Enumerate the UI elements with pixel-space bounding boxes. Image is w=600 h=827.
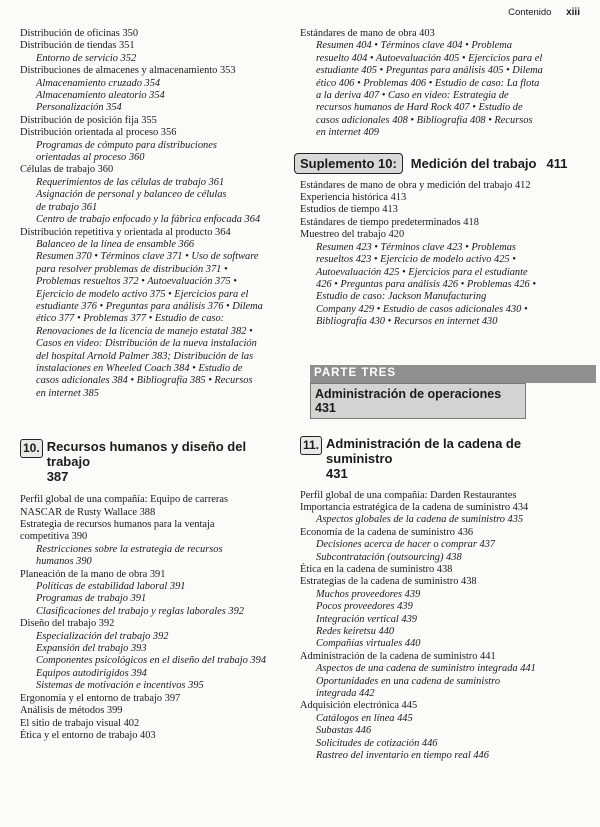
toc-entry: Ética en la cadena de suministro 438	[300, 563, 453, 575]
toc-subentry: Sistemas de motivación e incentivos 395	[36, 680, 204, 692]
toc-entry: Diseño del trabajo 392	[20, 618, 115, 630]
chapter-title: Recursos humanos y diseño del trabajo	[46, 439, 247, 470]
toc-entry: Distribución orientada al proceso 356	[20, 127, 177, 139]
summary-line: estudiante 405 • Preguntas para análisis 405 • Dilema	[316, 65, 543, 77]
chapter-11-heading	[300, 436, 590, 481]
toc-subentry: integrada 442	[316, 688, 375, 700]
summary-line: Problemas resueltos 372 • Autoevaluación 375 •	[36, 276, 237, 288]
toc-subentry: Catálogos en línea 445	[316, 712, 413, 724]
supplement-10-heading	[294, 153, 590, 174]
toc-subentry: Rastreo del inventario en tiempo real 446	[316, 750, 489, 762]
summary-line: Autoevaluación 425 • Ejercicios para el estudiante	[316, 266, 528, 278]
part-title: Administración de operaciones 431	[310, 383, 526, 419]
toc-subentry: Solicitudes de cotización 446	[316, 737, 438, 749]
toc-entry: Perfil global de una compañía: Equipo de carreras	[20, 494, 229, 506]
summary-line: Company 429 • Estudio de casos adicionales 430 •	[316, 303, 528, 315]
toc-subentry: Expansión del trabajo 393	[36, 643, 147, 655]
toc-subentry: Decisiones acerca de hacer o comprar 437	[316, 539, 496, 551]
summary-line: en internet 409	[316, 127, 379, 139]
summary-line: Resumen 404 • Términos clave 404 • Problema	[316, 40, 512, 52]
toc-entry: Estándares de mano de obra 403	[300, 28, 435, 39]
toc-entry: Planeación de la mano de obra 391	[20, 568, 166, 580]
toc-subentry: Balanceo de la línea de ensamble 366	[36, 238, 195, 250]
toc-subentry: Clasificaciones del trabajo y reglas laborales 392	[36, 605, 244, 617]
right-column	[300, 28, 590, 762]
summary-line: casos adicionales 384 • Bibliografía 385 • Recursos	[36, 375, 253, 387]
summary-line: recursos humanos de Hard Rock 407 • Estudio de	[316, 102, 523, 114]
left-column	[20, 28, 288, 742]
summary-line: Ejercicio de modelo activo 375 • Ejercicios para el	[36, 288, 249, 300]
header-section: Contenido	[508, 7, 552, 18]
summary-line: Estudio de caso: Jackson Manufacturing	[316, 291, 487, 303]
toc-entry: Ética y el entorno de trabajo 403	[20, 729, 156, 741]
toc-subentry: Subcontratación (outsourcing) 438	[316, 551, 462, 563]
page-header	[508, 7, 580, 18]
chapter-page: 387	[46, 469, 69, 485]
toc-entry: Experiencia histórica 413	[300, 192, 407, 204]
summary-line: Resumen 423 • Términos clave 423 • Problemas	[316, 241, 516, 253]
toc-subentry: Requerimientos de las células de trabajo 361	[36, 176, 225, 188]
toc-subentry: Restricciones sobre la estrategia de recursos	[36, 543, 223, 555]
toc-entry: Estudios de tiempo 413	[300, 204, 398, 216]
summary-line: ético 406 • Problemas 406 • Estudio de caso: La flota	[316, 77, 540, 89]
left-top-entries	[20, 28, 288, 251]
summary-line: ético 377 • Problemas 377 • Estudio de caso:	[36, 313, 225, 325]
toc-entry: Estándares de tiempo predeterminados 418	[300, 216, 479, 228]
toc-subentry: Entorno de servicio 352	[36, 52, 137, 64]
toc-subentry: Compañías virtuales 440	[316, 638, 421, 650]
toc-subentry: Programas de cómputo para distribuciones	[36, 139, 217, 151]
toc-subentry: Integración vertical 439	[316, 613, 417, 625]
toc-subentry: de trabajo 361	[36, 201, 98, 213]
summary-line: estudiante 376 • Preguntas para análisis 376 • Dilema	[36, 300, 263, 312]
right-top-entries	[300, 28, 590, 40]
summary-line: Renovaciones de la licencia de manejo estatal 382 •	[36, 325, 253, 337]
toc-entry: Estrategias de la cadena de suministro 438	[300, 576, 477, 588]
toc-entry: Análisis de métodos 399	[20, 705, 123, 717]
toc-subentry: Centro de trabajo enfocado y la fábrica enfocada 364	[36, 214, 261, 226]
toc-entry: Adquisición electrónica 445	[300, 700, 418, 712]
toc-subentry: Asignación de personal y balanceo de células	[36, 189, 227, 201]
toc-entry: Células de trabajo 360	[20, 164, 114, 176]
toc-subentry: orientadas al proceso 360	[36, 152, 145, 164]
summary-line: resueltos 423 • Ejercicio de modelo activo 425 •	[316, 254, 516, 266]
summary-line: 426 • Preguntas para análisis 426 • Problemas 426 •	[316, 278, 536, 290]
summary-line: resuelto 404 • Autoevaluación 405 • Ejercicios para el	[316, 52, 543, 64]
chapter-number: 10.	[20, 439, 43, 458]
toc-subentry: humanos 390	[36, 556, 92, 568]
toc-subentry: Almacenamiento aleatorio 354	[36, 90, 165, 102]
toc-subentry: Equipos autodirigidos 394	[36, 667, 147, 679]
supplement-summary	[300, 242, 590, 329]
toc-subentry: Personalización 354	[36, 102, 122, 114]
part-label: PARTE TRES	[310, 365, 596, 383]
summary-line: casos adicionales 408 • Bibliografía 408 • Recursos	[316, 114, 533, 126]
toc-subentry: Políticas de estabilidad laboral 391	[36, 581, 186, 593]
header-page-number: xiii	[566, 7, 580, 18]
toc-subentry: Subastas 446	[316, 725, 372, 737]
summary-line: para resolver problemas de distribución 371 •	[36, 263, 228, 275]
chapter-10-entries	[20, 494, 288, 742]
supplement-label: Suplemento 10:	[294, 153, 403, 174]
summary-line: a la deriva 407 • Caso en video: Estrategia de	[316, 90, 509, 102]
toc-entry: Estrategia de recursos humanos para la ventaja	[20, 519, 215, 530]
toc-entry: Economía de la cadena de suministro 436	[300, 526, 474, 538]
summary-line: Resumen 370 • Términos clave 371 • Uso de software	[36, 251, 259, 263]
toc-entry: Distribución de posición fija 355	[20, 114, 157, 126]
toc-subentry: Aspectos globales de la cadena de suministro 435	[316, 514, 524, 526]
toc-entry: Perfil global de una compañía: Darden Restaurantes	[300, 489, 517, 501]
toc-entry: Muestreo del trabajo 420	[300, 229, 405, 241]
toc-subentry: Redes keiretsu 440	[316, 626, 395, 637]
toc-entry: Importancia estratégica de la cadena de suministro 434	[300, 501, 529, 513]
toc-subentry: Pocos proveedores 439	[316, 601, 413, 613]
toc-subentry: Especialización del trabajo 392	[36, 630, 169, 642]
toc-entry: Distribuciones de almacenes y almacenamiento 353	[20, 65, 236, 77]
summary-line: Bibliografía 430 • Recursos en internet 430	[316, 316, 498, 328]
chapter-number: 11.	[300, 436, 322, 455]
chapter-11-entries	[300, 490, 590, 763]
toc-subentry: Almacenamiento cruzado 354	[36, 77, 161, 89]
summary-line: en internet 385	[36, 387, 99, 399]
supplement-title: Medición del trabajo	[410, 155, 537, 171]
toc-entry: Estándares de mano de obra y medición del trabajo 412	[300, 179, 531, 191]
left-top-summary	[20, 251, 288, 400]
toc-subentry: Aspectos de una cadena de suministro integrada 441	[316, 663, 536, 675]
chapter-page: 431	[326, 465, 348, 481]
toc-entry: Distribución de tiendas 351	[20, 40, 135, 52]
toc-entry: El sitio de trabajo visual 402	[20, 717, 140, 729]
supplement-entries	[300, 180, 590, 242]
toc-subentry: Componentes psicológicos en el diseño del trabajo 394	[36, 655, 267, 667]
chapter-10-heading	[20, 439, 288, 484]
summary-line: Casos en video: Distribución de la nueva instalación	[36, 338, 257, 350]
chapter-title: Administración de la cadena de suministro	[326, 435, 522, 466]
toc-entry: Ergonomía y el entorno de trabajo 397	[20, 692, 181, 704]
summary-line: del hospital Arnold Palmer 383; Distribución de las	[36, 350, 254, 362]
toc-entry: NASCAR de Rusty Wallace 388	[20, 506, 156, 518]
supplement-page: 411	[546, 155, 568, 171]
right-top-summary	[300, 40, 590, 139]
toc-entry: competitiva 390	[20, 531, 88, 543]
toc-entry: Administración de la cadena de suministro 441	[300, 650, 496, 662]
toc-subentry: Oportunidades en una cadena de suministro	[316, 675, 501, 687]
summary-line: instalaciones en Wheeled Coach 384 • Estudio de	[36, 362, 243, 374]
toc-subentry: Programas de trabajo 391	[36, 593, 147, 605]
toc-subentry: Muchos proveedores 439	[316, 588, 421, 600]
toc-entry: Distribución de oficinas 350	[20, 28, 139, 39]
toc-entry: Distribución repetitiva y orientada al producto 364	[20, 226, 231, 238]
